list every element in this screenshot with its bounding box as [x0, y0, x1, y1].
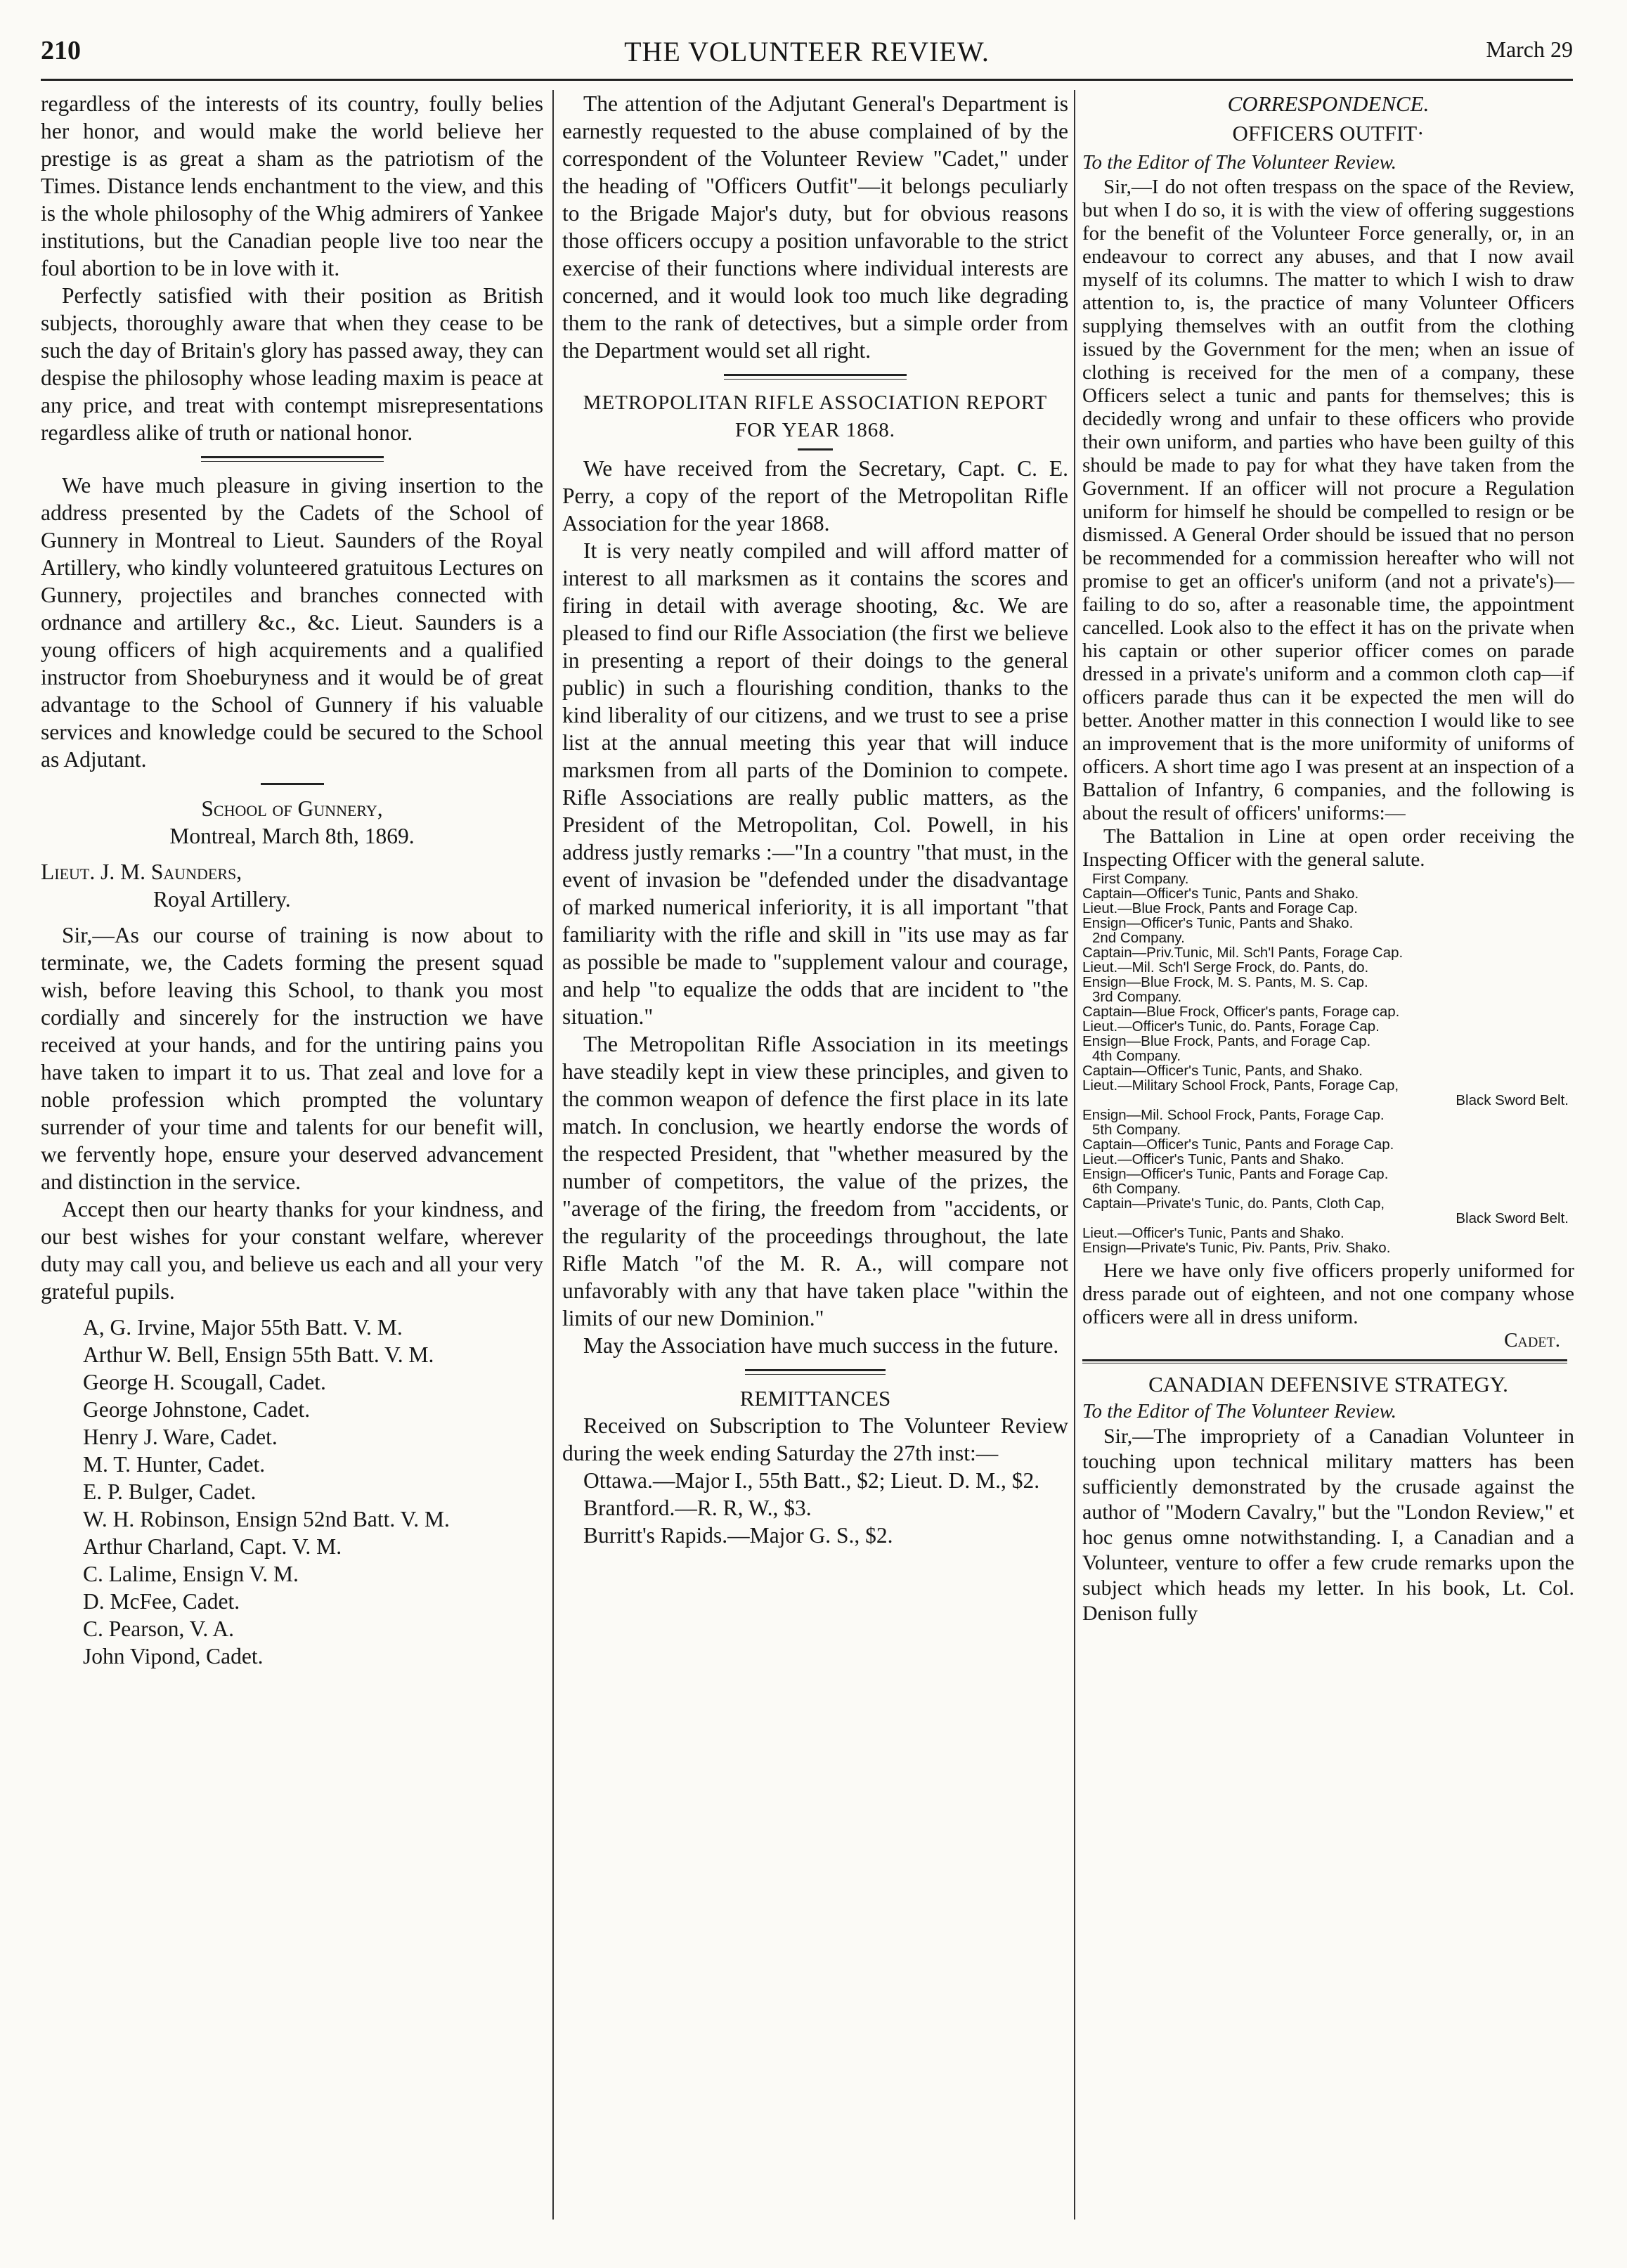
uniform-line: Captain—Priv.Tunic, Mil. Sch'l Pants, Forage Cap. — [1082, 945, 1404, 961]
signature: A, G. Irvine, Major 55th Batt. V. M. — [83, 1315, 403, 1340]
signature: George H. Scougall, Cadet. — [83, 1370, 326, 1394]
signature: W. H. Robinson, Ensign 52nd Batt. V. M. — [83, 1507, 450, 1531]
letter-date: Montreal, March 8th, 1869. — [169, 824, 415, 848]
signature: Arthur W. Bell, Ensign 55th Batt. V. M. — [83, 1342, 434, 1367]
uniform-line: Captain—Officer's Tunic, Pants and Shako. — [1082, 886, 1359, 902]
letter-salutation: To the Editor of The Volunteer Review. — [1082, 151, 1397, 174]
article-paragraph: We have received from the Secretary, Capt. C. E. Perry, a copy of the report of the Metropolitan Rifle Association for the year 1868. — [562, 456, 1068, 536]
article-paragraph: We have much pleasure in giving insertion to the address presented by the Cadets of the School of Gunnery in Montreal to Lieut. Saunders of the Royal Artillery, who kindly volunteered gratuitous Lectures on Gunnery, projectiles and branches connected with ordnance and artillery &c., &c. Lieut. Saunders is a young officers of high acquirements and a qualified instructor from Shoeburyness and it would be of great advantage to the School of Gunnery if his valuable services and knowledge could be secured to the School as Adjutant. — [41, 473, 543, 772]
letter-paragraph: Sir,—The impropriety of a Canadian Volunteer in touching upon technical military matters has been sufficiently demonstrated by the crusade against the author of "Modern Cavalry," but the "London Review," et hoc genus omne notwithstanding. I, a Canadian and a Volunteer, venture to offer a few crude remarks upon the subject which heads my letter. In his book, Lt. Col. Denison fully — [1082, 1425, 1574, 1625]
uniform-line: Ensign—Officer's Tunic, Pants and Forage Cap. — [1082, 1166, 1389, 1182]
article-paragraph: Received on Subscription to The Volunteer Review during the week ending Saturday the 27th inst:— — [562, 1413, 1068, 1465]
letter-salutation: To the Editor of The Volunteer Review. — [1082, 1400, 1397, 1423]
remittance-entry: Burritt's Rapids.—Major G. S., $2. — [583, 1523, 893, 1548]
column-3 — [1082, 90, 1574, 1626]
letter-heading: CANADIAN DEFENSIVE STRATEGY. — [1148, 1372, 1508, 1397]
signature: C. Lalime, Ensign V. M. — [83, 1562, 299, 1586]
signature: C. Pearson, V. A. — [83, 1616, 234, 1641]
signature: E. P. Bulger, Cadet. — [83, 1479, 257, 1504]
uniform-line: Lieut.—Blue Frock, Pants and Forage Cap. — [1082, 900, 1358, 916]
uniform-line: Lieut.—Military School Frock, Pants, Forage Cap, — [1082, 1077, 1399, 1094]
letter-signature: Cadet. — [1504, 1329, 1560, 1352]
letter-addressee: Lieut. J. M. Saunders, — [41, 860, 242, 884]
article-paragraph: Perfectly satisfied with their position as British subjects, thoroughly aware that when they cease to be such the day of Britain's glory has passed away, they can despise the philosophy whose leading maxim is peace at any price, and treat with contempt misrepresentations regardless alike of truth or national honor. — [41, 283, 543, 445]
section-separator — [201, 456, 384, 462]
company-label: 3rd Company. — [1092, 989, 1182, 1005]
signature-list — [41, 1314, 543, 1670]
short-rule — [798, 448, 833, 451]
company-label: 5th Company. — [1092, 1122, 1181, 1138]
uniform-line: Captain—Officer's Tunic, Pants, and Shako. — [1082, 1063, 1363, 1079]
column-divider-2 — [1074, 90, 1075, 2220]
header-rule — [41, 79, 1573, 81]
article-paragraph: It is very neatly compiled and will afford matter of interest to all marksmen as it contains the scores and firing in detail with average shooting, &c. We are pleased to find our Rifle Association (the first we believe in presenting a report of their doings to the general public) in such a flourishing condition, thanks to the kind liberality of our citizens, and we trust to see a prise list at the annual meeting this year that will induce marksmen from all parts of the Dominion to compete. Rifle Associations are really public matters, as the President of the Metropolitan, Col. Powell, in his address justly remarks :—"In a country "that must, in the event of invasion be "defended under the disadvantage of marked numerical inferiority, it is all important "that familiarity with the rifle and skill in "its use may as far as possible be made to "supplement valour and courage, and help "to equalize the odds that are incident to "the situation." — [562, 538, 1068, 1029]
remittance-entry: Brantford.—R. R, W., $3. — [583, 1496, 812, 1520]
company-label: 6th Company. — [1092, 1181, 1181, 1197]
company-uniform-list — [1082, 871, 1574, 1255]
uniform-line: Black Sword Belt. — [1456, 1210, 1569, 1226]
section-heading: CORRESPONDENCE. — [1227, 91, 1430, 116]
section-heading: METROPOLITAN RIFLE ASSOCIATION REPORT FOR YEAR 1868. — [583, 391, 1048, 441]
uniform-line: Ensign—Blue Frock, Pants, and Forage Cap. — [1082, 1033, 1371, 1049]
company-label: First Company. — [1092, 871, 1189, 887]
article-paragraph: May the Association have much success in the future. — [583, 1333, 1059, 1358]
remittance-entry: Ottawa.—Major I., 55th Batt., $2; Lieut. D. M., $2. — [583, 1468, 1040, 1493]
company-label: 4th Company. — [1092, 1048, 1181, 1064]
company-label: 2nd Company. — [1092, 930, 1185, 946]
article-paragraph: regardless of the interests of its country, foully belies her honor, and would make the world believe her prestige is as great a sham as the patriotism of the Times. Distance lends enchantment to the view, and this is the whole philosophy of the Whig admirers of Yankee institutions, but the Canadian people live too near the foul abortion to be in love with it. — [41, 91, 543, 280]
issue-date: March 29 — [1486, 37, 1573, 62]
letter-paragraph: Accept then our hearty thanks for your kindness, and our best wishes for your constant welfare, wherever duty may call you, and believe us each and all your very grateful pupils. — [41, 1197, 543, 1304]
uniform-line: Lieut.—Mil. Sch'l Serge Frock, do. Pants, do. — [1082, 959, 1369, 976]
column-divider-1 — [552, 90, 554, 2220]
section-heading: REMITTANCES — [739, 1386, 891, 1411]
section-separator — [724, 374, 907, 380]
letter-paragraph: The Battalion in Line at open order receiving the Inspecting Officer with the general salute. — [1082, 825, 1574, 871]
letter-paragraph: Sir,—I do not often trespass on the space of the Review, but when I do so, it is with the view of offering suggestions for the benefit of the Volunteer Force generally, or, in an endeavour to correct any abuses, and that I now avail myself of its columns. The matter to which I wish to draw attention to, is, the practice of many Volunteer Officers supplying themselves with an outfit from the clothing issued by the Government for the men; when an issue of clothing is received for the men of a company, these Officers select a tunic and pants for themselves; this is decidedly wrong and unfair to these officers who provide their own uniform, and parties who have been guilty of this should be made to pay for what they have taken from the Government. If an officer will not procure a Regulation uniform for himself he should be compelled to resign or be dismissed. A General Order should be issued that no person be recommended for a commission hereafter who will not promise to get an officer's uniform (and not a private's)—failing to do so, after a reasonable time, the appointment cancelled. Look also to the effect it has on the private when his captain or other superior officer comes on parade dressed in a private's uniform and a common cloth cap—if officers parade thus can it be expected the men will do better. Another matter in this connection I would like to see an improvement that is the more uniformity of uniforms of officers. A short time ago I was present at an inspection of a Battalion of Infantry, 6 companies, and the following is about the result of officers' uniforms:— — [1082, 176, 1574, 824]
letter-paragraph: Here we have only five officers properly uniformed for dress parade out of eighteen, and not one company whose officers were all in dress uniform. — [1082, 1259, 1574, 1328]
column-2 — [562, 90, 1068, 1549]
uniform-line: Lieut.—Officer's Tunic, Pants and Shako. — [1082, 1151, 1344, 1167]
signature: Arthur Charland, Capt. V. M. — [83, 1534, 342, 1559]
uniform-line: Ensign—Private's Tunic, Piv. Pants, Priv. Shako. — [1082, 1240, 1391, 1256]
page-header — [41, 35, 1573, 72]
letter-heading: OFFICERS OUTFIT· — [1232, 121, 1425, 145]
section-separator — [1082, 1359, 1567, 1363]
letter-origin: School of Gunnery, — [201, 796, 383, 821]
newspaper-title: THE VOLUNTEER REVIEW. — [624, 36, 990, 67]
uniform-line: Black Sword Belt. — [1456, 1092, 1569, 1108]
column-1 — [41, 90, 543, 1670]
letter-paragraph: Sir,—As our course of training is now about to terminate, we, the Cadets forming the present squad wish, before leaving this School, to thank you most cordially and sincerely for the instruction we have received at your hands, and for the untiring pains you have taken to impart it to us. That zeal and love for a noble profession which prompted the voluntary surrender of your time and talents for our benefit will, we fervently hope, ensure your deserved advancement and distinction in the service. — [41, 923, 543, 1194]
signature: John Vipond, Cadet. — [83, 1644, 264, 1668]
signature: Henry J. Ware, Cadet. — [83, 1425, 278, 1449]
uniform-line: Lieut.—Officer's Tunic, Pants and Shako. — [1082, 1225, 1344, 1241]
signature: M. T. Hunter, Cadet. — [83, 1452, 266, 1477]
uniform-line: Captain—Blue Frock, Officer's pants, Forage cap. — [1082, 1004, 1400, 1020]
short-rule — [261, 783, 324, 785]
article-paragraph: The Metropolitan Rifle Association in its meetings have steadily kept in view these principles, and given to the common weapon of defence the first place in its late match. In conclusion, we heartly endorse the words of the respected President, that "whether measured by the number of competitors, the value of the prizes, the "average of the firing, the freedom from "accidents, or the regularity of the proceedings throughout, the late Rifle Match "of the M. R. A., will compare not unfavorably with any that have taken place "within the limits of our new Dominion." — [562, 1032, 1068, 1330]
uniform-line: Ensign—Officer's Tunic, Pants and Shako. — [1082, 915, 1354, 931]
uniform-line: Ensign—Mil. School Frock, Pants, Forage Cap. — [1082, 1107, 1385, 1123]
uniform-line: Captain—Private's Tunic, do. Pants, Cloth Cap, — [1082, 1195, 1385, 1212]
uniform-line: Lieut.—Officer's Tunic, do. Pants, Forage Cap. — [1082, 1018, 1380, 1035]
article-paragraph: The attention of the Adjutant General's Department is earnestly requested to the abuse complained of by the correspondent of the Volunteer Review "Cadet," under the heading of "Officers Outfit"—it belongs peculiarly to the Brigade Major's duty, but for obvious reasons those officers occupy a position unfavorable to the strict exercise of their functions where individual interests are concerned, and it would look too much like degrading them to the rank of detectives, but a simple order from the Department would set all right. — [562, 91, 1068, 363]
letter-addressee-unit: Royal Artillery. — [153, 887, 291, 912]
signature: D. McFee, Cadet. — [83, 1589, 240, 1614]
section-separator — [745, 1369, 886, 1375]
uniform-line: Captain—Officer's Tunic, Pants and Forage Cap. — [1082, 1136, 1394, 1153]
page-number: 210 — [41, 36, 81, 65]
signature: George Johnstone, Cadet. — [83, 1397, 311, 1422]
uniform-line: Ensign—Blue Frock, M. S. Pants, M. S. Cap. — [1082, 974, 1368, 990]
